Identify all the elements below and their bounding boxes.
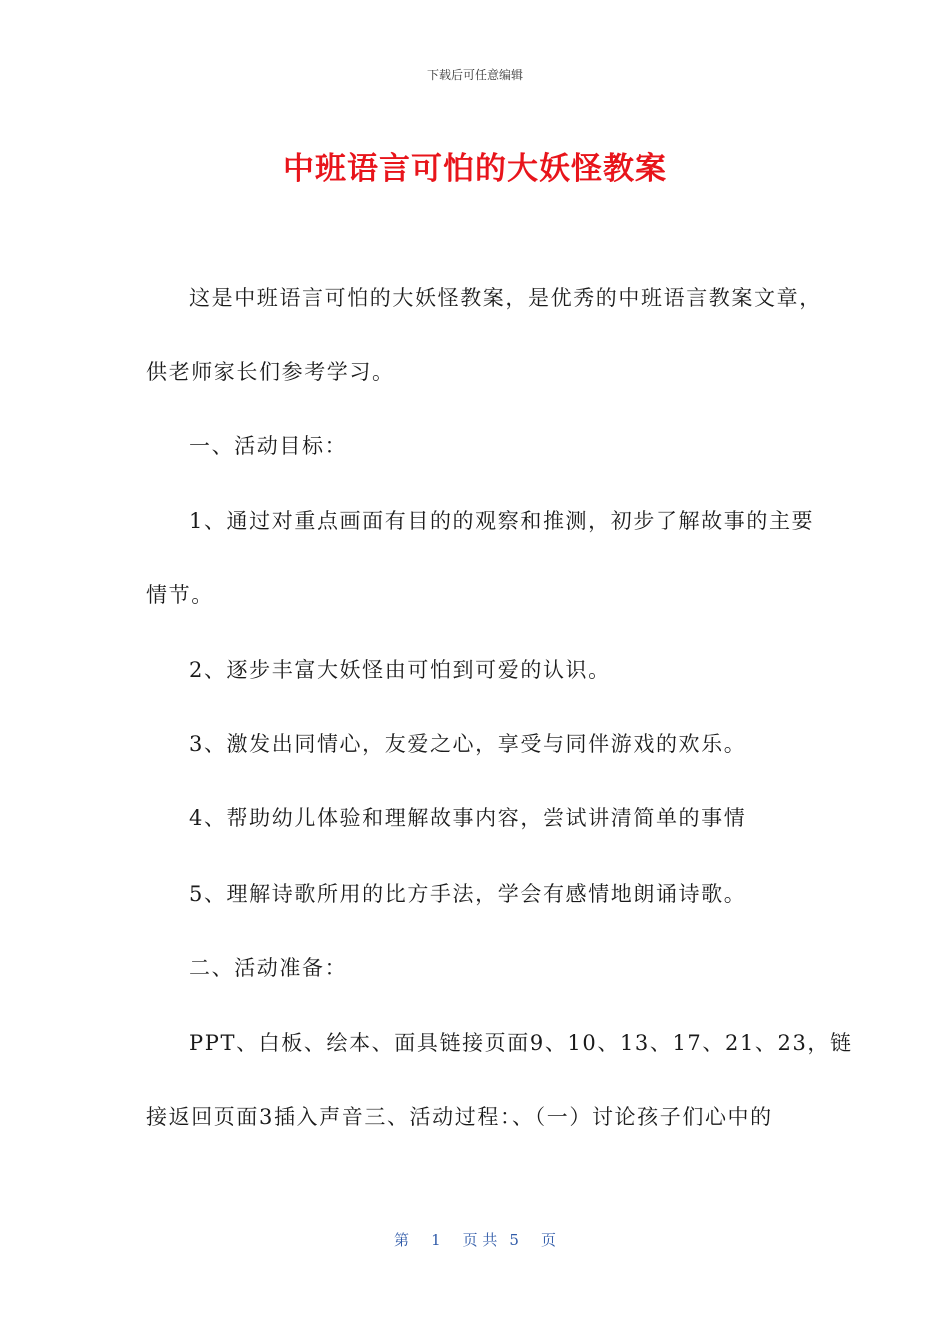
paragraph-line: 2、逐步丰富大妖怪由可怕到可爱的认识。 <box>189 658 611 682</box>
paragraph-line: 接返回页面3插入声音三、活动过程：、（一）讨论孩子们心中的 <box>146 1105 773 1129</box>
total-pages-number: 5 <box>509 1231 519 1249</box>
paragraph-line: 这是中班语言可怕的大妖怪教案，是优秀的中班语言教案文章， <box>189 286 822 310</box>
paragraph-line: 5、理解诗歌所用的比方手法，学会有感情地朗诵诗歌。 <box>189 882 747 906</box>
document-title: 中班语言可怕的大妖怪教案 <box>283 151 667 187</box>
paragraph-line: 4、帮助幼儿体验和理解故事内容，尝试讲清简单的事情 <box>189 806 747 830</box>
header-note: 下载后可任意编辑 <box>426 68 523 82</box>
paragraph-line: PPT、白板、绘本、面具链接页面9、10、13、17、21、23，链 <box>189 1031 853 1055</box>
section-heading: 二、活动准备： <box>189 956 348 980</box>
footer-suffix: 页 <box>540 1231 556 1249</box>
paragraph-line: 3、激发出同情心，友爱之心，享受与同伴游戏的欢乐。 <box>189 732 747 756</box>
page-footer <box>0 1229 950 1250</box>
footer-mid: 页 共 <box>462 1231 498 1249</box>
footer-prefix: 第 <box>394 1231 410 1249</box>
paragraph-line: 1、通过对重点画面有目的的观察和推测，初步了解故事的主要 <box>189 509 815 533</box>
paragraph-line: 供老师家长们参考学习。 <box>146 360 395 384</box>
section-heading: 一、活动目标： <box>189 434 348 458</box>
current-page-number: 1 <box>431 1231 441 1249</box>
paragraph-line: 情节。 <box>146 583 214 607</box>
